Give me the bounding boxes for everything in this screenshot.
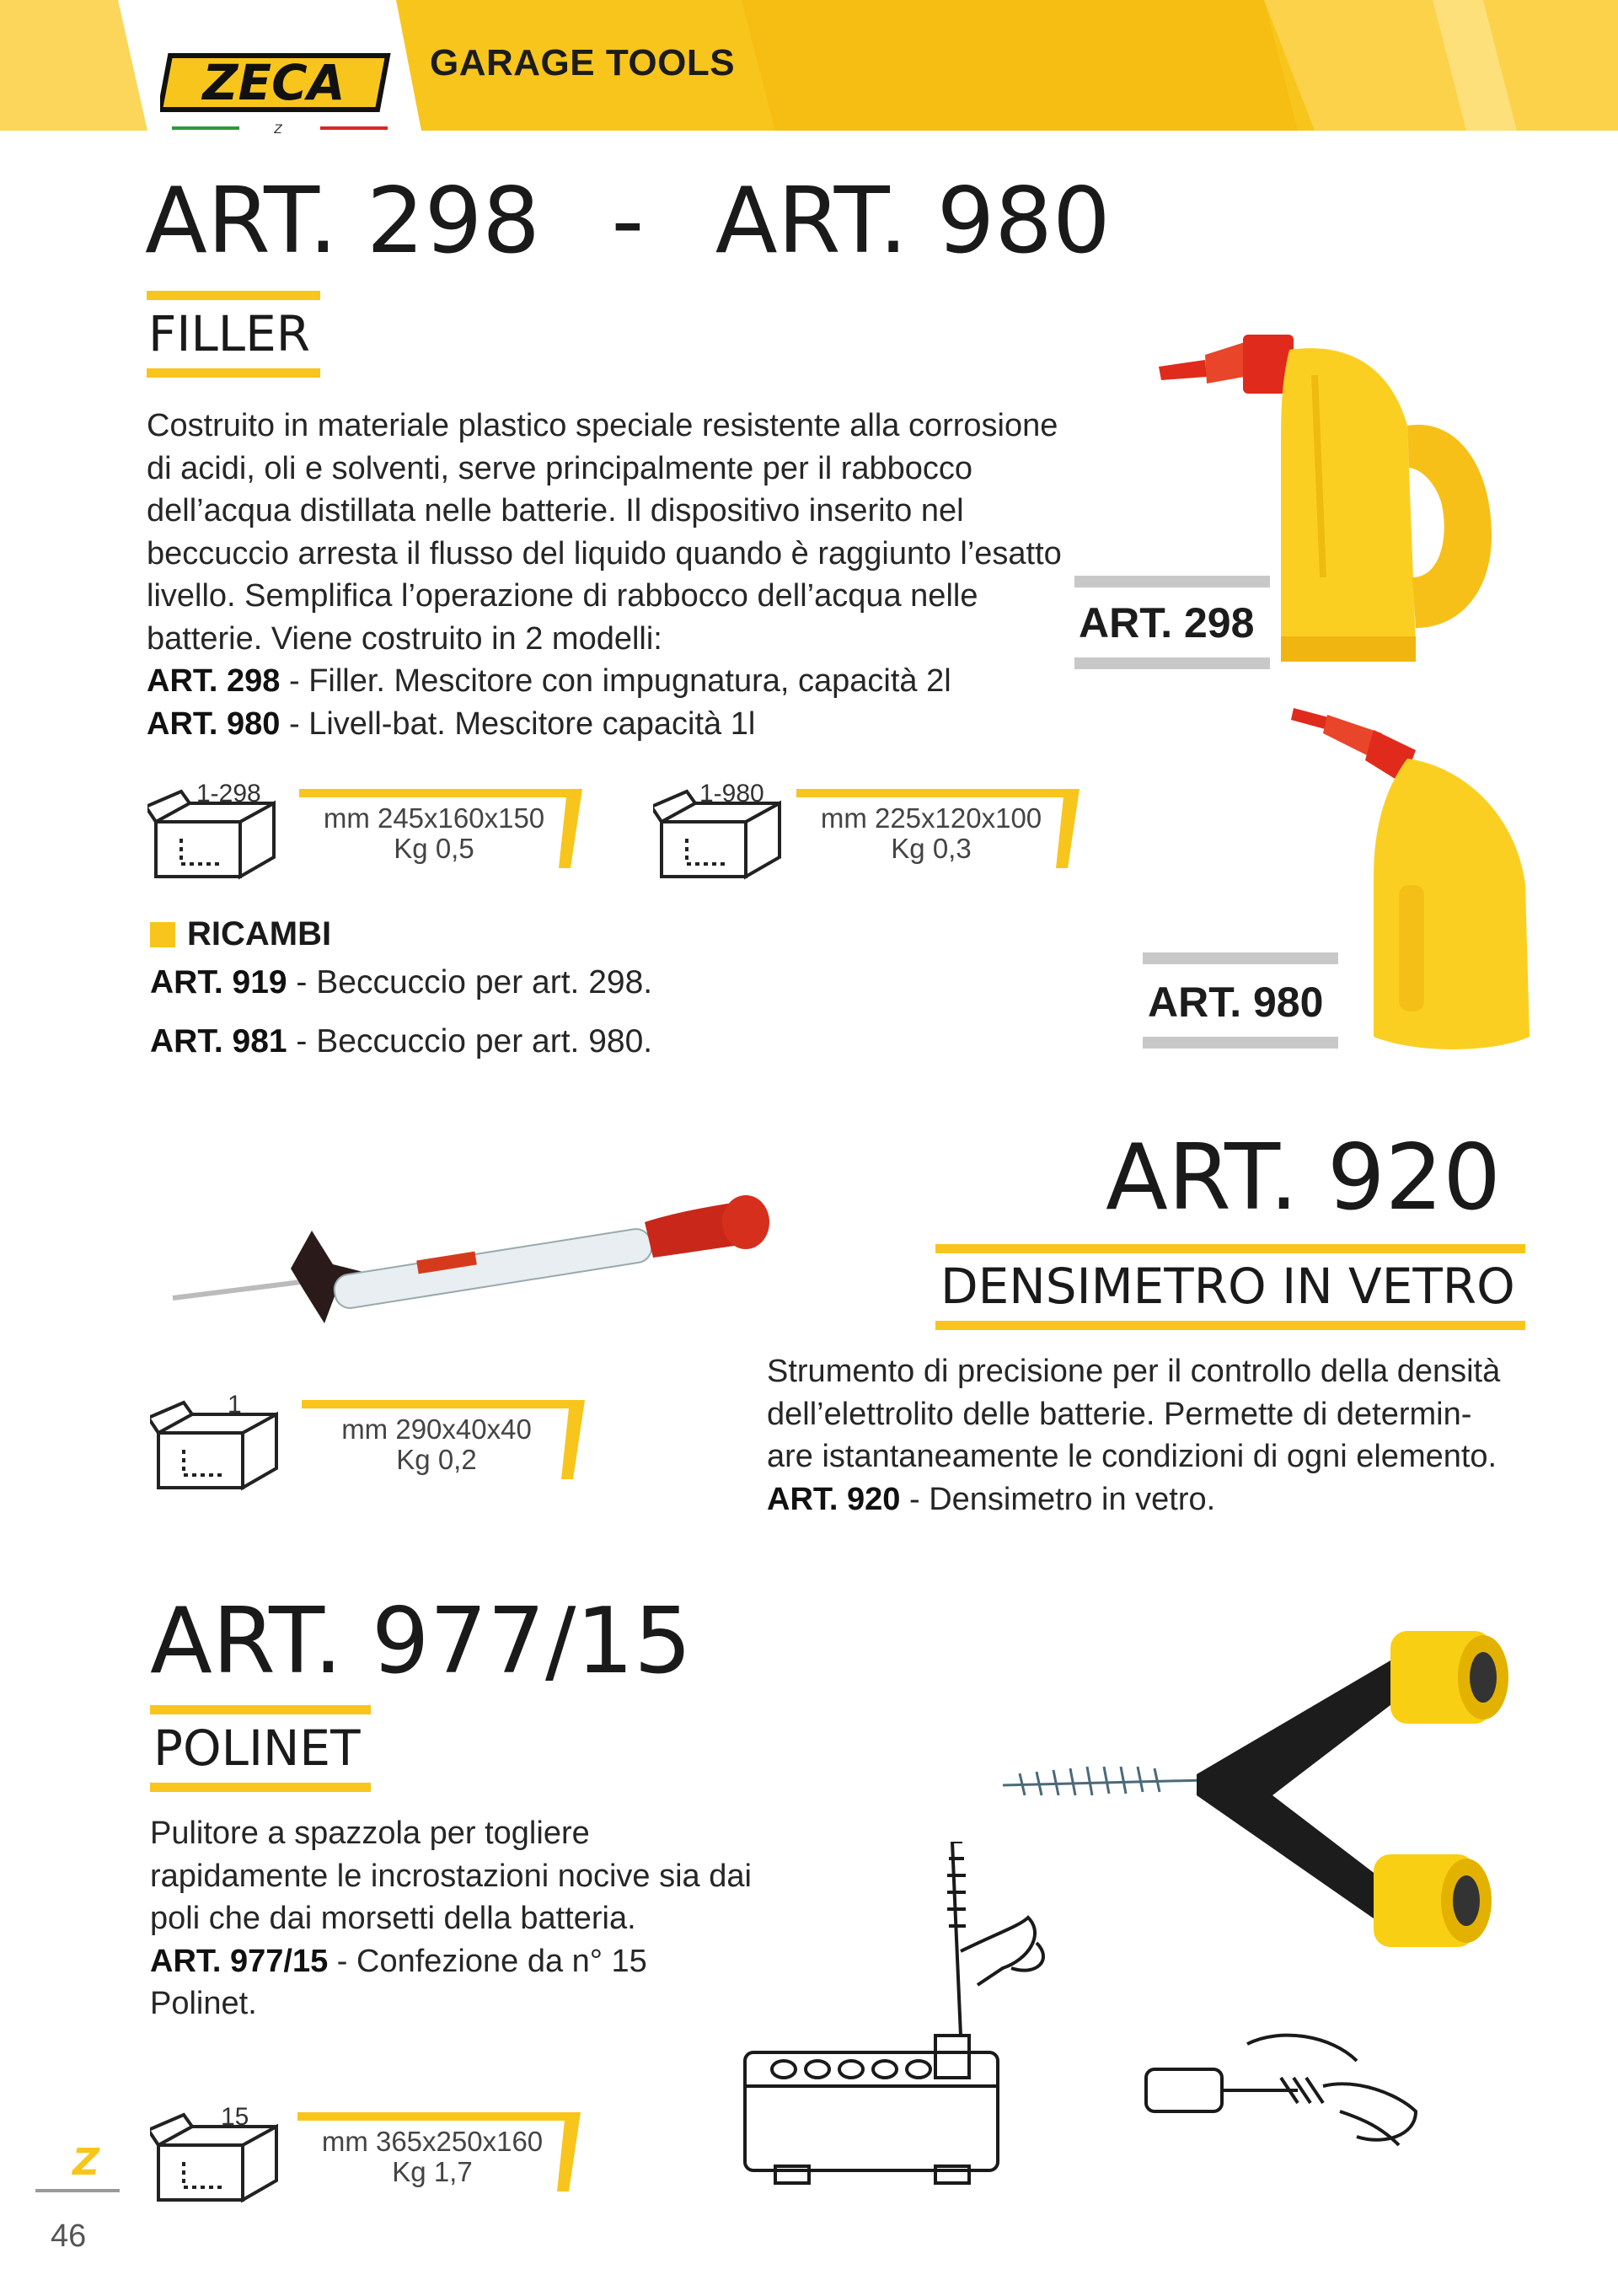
ricambi-item: ART. 981 - Beccuccio per art. 980.: [150, 1023, 653, 1059]
filler-subtitle-bar-bottom: [147, 368, 320, 378]
package-info-298: [147, 780, 586, 881]
filler-desc-line: Costruito in materiale plastico speciale resistente alla corrosione: [147, 408, 1058, 443]
densimetro-image: [164, 1163, 771, 1332]
logo-text: ZECA: [202, 54, 346, 111]
package-info-980: [653, 780, 1091, 881]
filler-title-right: ART. 980: [715, 169, 1111, 274]
filler-model-line: ART. 298 - Filler. Mescitore con impugnatura, capacità 2l: [147, 663, 951, 699]
art-980-tag-bar-top: [1143, 952, 1338, 964]
densimetro-subtitle-bar-top: [935, 1244, 1525, 1253]
densimetro-title: ART. 920: [1106, 1125, 1502, 1231]
footer-logo-letter: Z: [72, 2141, 99, 2184]
section-label: GARAGE TOOLS: [430, 42, 736, 83]
filler-desc-line: dell’acqua distillata nelle batterie. Il dispositivo inserito nel: [147, 493, 964, 528]
art-980-tag-bar-bottom: [1143, 1037, 1338, 1049]
art-298-tag: ART. 298: [1079, 599, 1255, 646]
ricambi-square-icon: [150, 922, 175, 947]
model-code: ART. 298: [147, 663, 281, 699]
footer-logo: [52, 2141, 120, 2192]
package-info-977: [150, 2103, 588, 2204]
package-code: 1-980: [699, 780, 764, 807]
art-298-tag-bar-bottom: [1074, 657, 1270, 669]
model-desc: Livell-bat. Mescitore capacità 1l: [308, 705, 756, 742]
model-desc: Filler. Mescitore con impugnatura, capacità 2l: [308, 663, 951, 699]
densimetro-subtitle: DENSIMETRO IN VETRO: [940, 1258, 1515, 1315]
package-dimensions: mm 245x160x150 Kg 0,5: [323, 802, 545, 864]
filler-desc-line: beccuccio arresta il flusso del liquido quando è raggiunto l’esatto: [147, 535, 1062, 571]
battery-cleaning-illustration: [742, 1842, 1551, 2187]
page-number: 46: [51, 2218, 87, 2254]
polinet-title: ART. 977/15: [150, 1589, 692, 1694]
densimetro-model-line: ART. 920 - Densimetro in vetro.: [767, 1481, 1216, 1517]
filler-description: [147, 405, 1074, 745]
filler-title-left: ART. 298: [145, 169, 541, 274]
brand-logo[interactable]: [160, 49, 396, 138]
densimetro-desc-line: Strumento di precisione per il controllo della densità: [767, 1354, 1501, 1389]
polinet-desc-line: poli che dai morsetti della batteria.: [150, 1901, 636, 1936]
densimetro-desc-line: are istantaneamente le condizioni di ogni elemento.: [767, 1439, 1497, 1474]
package-code: 1: [228, 1391, 242, 1419]
filler-title: [145, 169, 1111, 274]
polinet-desc-line: Pulitore a spazzola per togliere: [150, 1816, 590, 1851]
filler-subtitle: FILLER: [148, 305, 311, 362]
polinet-subtitle-bar-bottom: [150, 1783, 371, 1792]
filler-desc-line: livello. Semplifica l’operazione di rabbocco dell’acqua nelle: [147, 578, 978, 614]
package-dimensions: mm 290x40x40 Kg 0,2: [341, 1414, 532, 1475]
package-dimensions: mm 225x120x100 Kg 0,3: [820, 802, 1042, 864]
polinet-subtitle-bar-top: [150, 1705, 371, 1714]
ricambi-heading: RICAMBI: [150, 915, 331, 953]
filler-title-separator: -: [611, 169, 645, 274]
box-icon: [150, 1399, 293, 1492]
model-code: ART. 980: [147, 705, 281, 742]
package-dimensions: mm 365x250x160 Kg 1,7: [321, 2126, 544, 2187]
polinet-description: [150, 1812, 757, 2025]
filler-subtitle-bar-top: [147, 291, 320, 300]
densimetro-subtitle-bar-bottom: [935, 1321, 1525, 1330]
package-code: 1-298: [196, 780, 261, 807]
filler-980-image: [1289, 700, 1542, 1062]
filler-desc-line: batterie. Viene costruito in 2 modelli:: [147, 620, 662, 657]
svg-text:Z: Z: [274, 123, 282, 137]
filler-model-line: ART. 980 - Livell-bat. Mescitore capacità 1l: [147, 705, 756, 742]
polinet-model-line: ART. 977/15 - Confezione da n° 15 Polinet.: [150, 1943, 647, 2021]
filler-desc-line: di acidi, oli e solventi, serve principalmente per il rabbocco: [147, 450, 973, 486]
densimetro-description: [767, 1350, 1542, 1521]
polinet-desc-line: rapidamente le incrostazioni nocive sia dai: [150, 1858, 752, 1894]
polinet-subtitle: POLINET: [153, 1719, 361, 1777]
package-info-920: [150, 1391, 588, 1492]
art-298-tag-bar-top: [1074, 576, 1270, 587]
package-code: 15: [221, 2103, 249, 2131]
art-980-tag: ART. 980: [1148, 979, 1324, 1026]
densimetro-desc-line: dell’elettrolito delle batterie. Permette di determin-: [767, 1396, 1472, 1432]
ricambi-item: ART. 919 - Beccuccio per art. 298.: [150, 964, 653, 1000]
